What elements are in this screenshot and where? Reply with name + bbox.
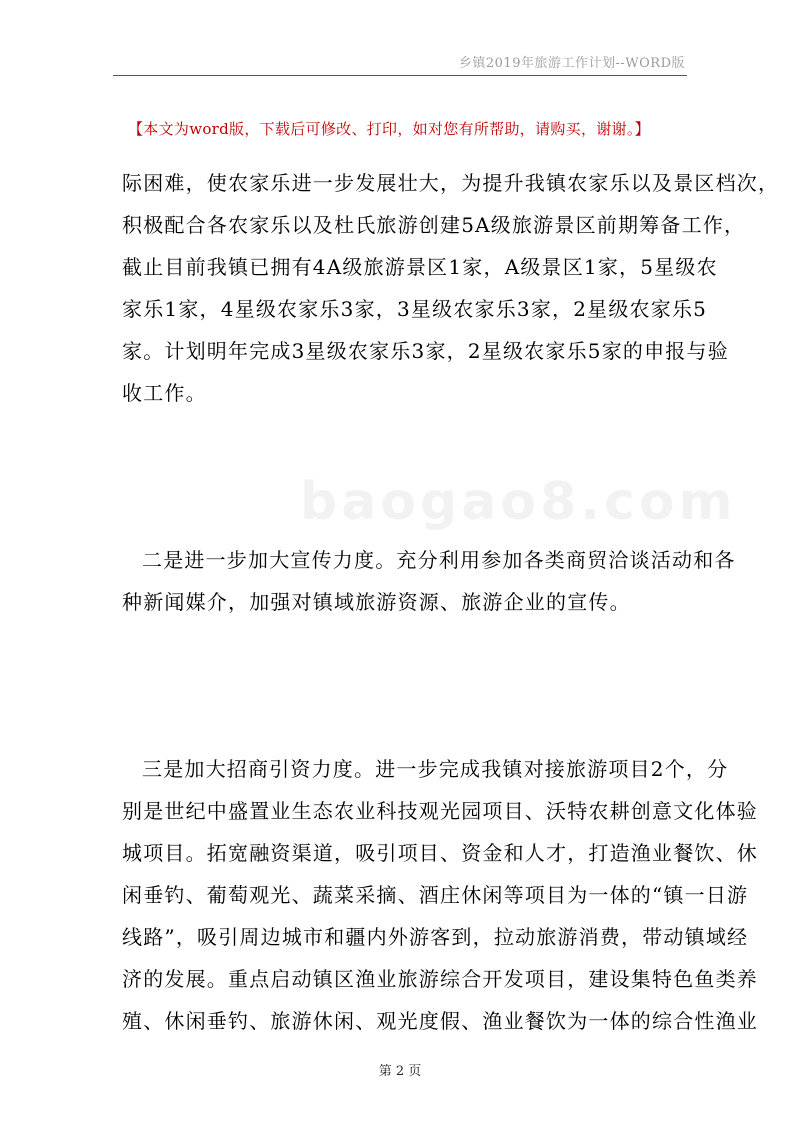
text-line: 积极配合各农家乐以及杜氏旅游创建5A级旅游景区前期筹备工作，: [122, 213, 746, 237]
paragraph-2: [122, 539, 736, 623]
text-line: 别是世纪中盛置业生态农业科技观光园项目、沃特农耕创意文化体验: [122, 799, 758, 823]
text-line: 家。计划明年完成3星级农家乐3家，2星级农家乐5家的申报与验: [122, 339, 729, 363]
text-line: 城项目。拓宽融资渠道，吸引项目、资金和人才，打造渔业餐饮、休: [122, 841, 758, 865]
text-line: 收工作。: [122, 381, 207, 405]
watermark: baogao8.com: [300, 472, 737, 532]
text-line: 殖、休闲垂钓、旅游休闲、观光度假、渔业餐饮为一体的综合性渔业: [122, 1009, 758, 1033]
paragraph-1: [122, 162, 780, 414]
text-line: 三是加大招商引资力度。进一步完成我镇对接旅游项目2个，分: [142, 757, 729, 781]
text-line: 线路”，吸引周边城市和疆内外游客到，拉动旅游消费，带动镇域经: [122, 925, 749, 949]
document-header-title: 乡镇2019年旅游工作计划--WORD版: [458, 56, 685, 71]
text-line: 二是进一步加大宣传力度。充分利用参加各类商贸洽谈活动和各: [142, 548, 736, 572]
text-line: 济的发展。重点启动镇区渔业旅游综合开发项目，建设集特色鱼类养: [122, 967, 758, 991]
text-line: 种新闻媒介，加强对镇域旅游资源、旅游企业的宣传。: [122, 590, 631, 614]
text-line: 闲垂钓、葡萄观光、蔬菜采摘、酒庄休闲等项目为一体的“镇一日游: [122, 883, 749, 907]
text-line: 际困难，使农家乐进一步发展壮大，为提升我镇农家乐以及景区档次，: [122, 171, 780, 195]
text-line: 家乐1家，4星级农家乐3家，3星级农家乐3家，2星级农家乐5: [122, 297, 708, 321]
header-divider: [113, 75, 687, 76]
paragraph-3: [122, 748, 758, 1042]
page-number: 第 2 页: [378, 1064, 422, 1079]
text-line: 截止目前我镇已拥有4A级旅游景区1家，A级景区1家，5星级农: [122, 255, 718, 279]
download-notice: 【本文为word版，下载后可修改、打印，如对您有所帮助，请购买，谢谢。】: [128, 120, 650, 138]
